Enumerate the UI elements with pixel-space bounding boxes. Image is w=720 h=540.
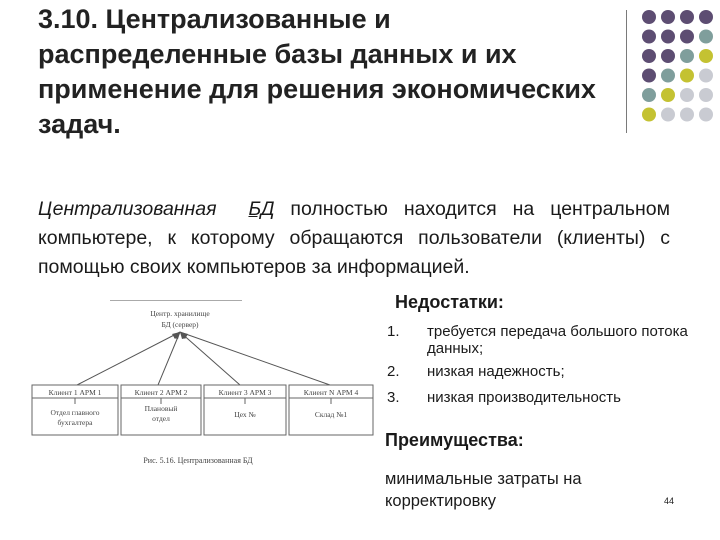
list-item-text: требуется передача большого потока данных; xyxy=(427,323,688,357)
decorative-dot xyxy=(699,108,713,122)
centralized-db-diagram xyxy=(30,300,376,478)
decorative-dot xyxy=(680,10,694,24)
term-db: БД xyxy=(248,198,275,220)
figure-client-links xyxy=(75,398,331,404)
decorative-dot xyxy=(699,30,713,44)
decorative-dot xyxy=(642,10,656,24)
centralized-db-paragraph xyxy=(38,195,670,282)
decorative-dot xyxy=(699,10,713,24)
list-item xyxy=(387,389,707,406)
figure-client-1-sub2: бухгалтера xyxy=(57,418,93,427)
title-divider-line xyxy=(626,10,627,133)
list-item-number: 3. xyxy=(387,389,400,406)
slide-title: 3.10. Централизованные и распределенные базы данных и их применение для решения экономических задач. xyxy=(38,4,596,139)
decorative-dot xyxy=(680,30,694,44)
decorative-dot xyxy=(680,108,694,122)
decorative-dot xyxy=(661,10,675,24)
figure-client-1-label: Клиент 1 АРМ 1 xyxy=(48,388,102,397)
advantages-text: минимальные затраты на корректировку xyxy=(385,470,582,510)
list-item xyxy=(387,323,707,357)
decorative-dot xyxy=(642,69,656,83)
list-item-text: низкая производительность xyxy=(427,389,621,406)
decorative-dot xyxy=(680,69,694,83)
decorative-dot xyxy=(661,49,675,63)
decorative-dot xyxy=(661,108,675,122)
figure-connectors xyxy=(77,332,330,385)
decorative-dot xyxy=(680,88,694,102)
figure-client-1-sub1: Отдел главного xyxy=(50,408,100,417)
decorative-dot xyxy=(661,30,675,44)
decorative-dot xyxy=(680,49,694,63)
disadvantages-list xyxy=(387,323,707,406)
figure-client-4-label: Клиент N АРМ 4 xyxy=(303,388,359,397)
decorative-dot xyxy=(642,88,656,102)
figure-client-2-sub1: Плановый xyxy=(144,404,178,413)
disadvantages-heading: Недостатки: xyxy=(395,292,504,312)
term-centralized: Централизованная xyxy=(38,198,217,220)
decorative-dot xyxy=(699,88,713,102)
figure-client-3-label: Клиент 3 АРМ 3 xyxy=(218,388,272,397)
list-item-number: 1. xyxy=(387,323,400,340)
figure-client-3-sub1: Цех № xyxy=(234,410,256,419)
advantages-heading: Преимущества: xyxy=(385,430,524,450)
page-number: 44 xyxy=(664,496,675,506)
figure-client-4-sub1: Склад №1 xyxy=(314,410,348,419)
figure-client-2-sub2: отдел xyxy=(152,414,170,423)
figure-server-line2: БД (сервер) xyxy=(161,320,199,329)
list-item-text: низкая надежность; xyxy=(427,363,565,380)
decorative-dot-grid xyxy=(641,9,720,139)
decorative-dot xyxy=(642,108,656,122)
figure-caption: Рис. 5.16. Централизованная БД xyxy=(143,456,253,465)
decorative-dot xyxy=(642,30,656,44)
list-item xyxy=(387,363,707,380)
decorative-dot xyxy=(699,69,713,83)
figure-server-line1: Центр. хранилище xyxy=(150,309,210,318)
decorative-dot xyxy=(661,69,675,83)
decorative-dot xyxy=(661,88,675,102)
list-item-number: 2. xyxy=(387,363,400,380)
paragraph-rest: полностью находится на центральном компьютере, к которому обращаются пользователи (клиенты) с помощью своих компьютеров за информацией. xyxy=(38,198,670,278)
figure-client-2-label: Клиент 2 АРМ 2 xyxy=(134,388,188,397)
decorative-dot xyxy=(642,49,656,63)
decorative-dot xyxy=(699,49,713,63)
